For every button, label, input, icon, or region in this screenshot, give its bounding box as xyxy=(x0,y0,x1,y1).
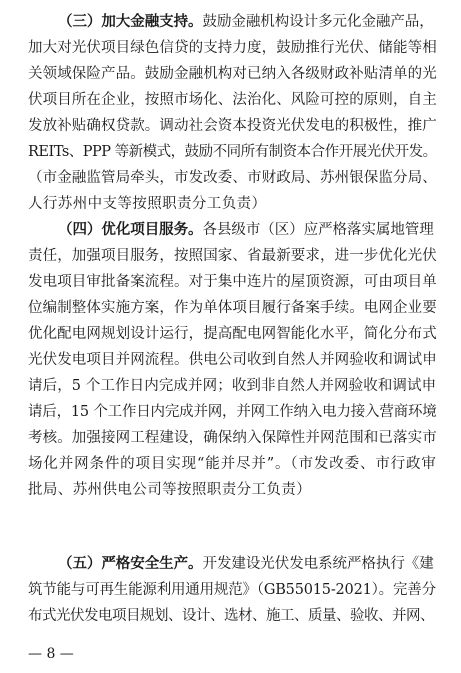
paragraph-1-line-8: 人行苏州中支等按照职责分工负责） xyxy=(28,196,267,212)
paragraph-1-line-2: 加大对光伏项目绿色信贷的支持力度，鼓励推行光伏、储能等相 xyxy=(28,40,437,56)
paragraph-2-line-4: 位编制整体实施方案，作为单体项目履行备案手续。电网企业要 xyxy=(28,300,437,316)
page-number: — 8 — xyxy=(28,646,74,662)
paragraph-2-line-8: 请后，15 个工作日内完成并网，并网工作纳入电力接入营商环境 xyxy=(28,404,437,420)
paragraph-1-line-7: （市金融监管局牵头，市发改委、市财政局、苏州银保监分局、 xyxy=(28,170,437,186)
paragraph-1-line-4: 伏项目所在企业，按照市场化、法治化、风险可控的原则，自主 xyxy=(28,92,437,108)
paragraph-3-line-3: 布式光伏发电项目规划、设计、选材、施工、质量、验收、并网、 xyxy=(28,608,434,624)
paragraph-2-line-5: 优化配电网规划设计运行，提高配电网智能化水平，简化分布式 xyxy=(28,326,437,342)
paragraph-2-line-11: 批局、苏州供电公司等按照职责分工负责） xyxy=(28,482,312,498)
section-heading-3: （三）加大金融支持。 xyxy=(58,13,203,30)
paragraph-3-line-1: （五）严格安全生产。开发建设光伏发电系统严格执行《建 xyxy=(58,555,434,572)
section-heading-5: （五）严格安全生产。 xyxy=(58,555,203,572)
paragraph-2-line-2: 责任，加强项目服务，按照国家、省最新要求，进一步优化光伏 xyxy=(28,248,437,264)
paragraph-2-line-9: 考核。加强接网工程建设，确保纳入保障性并网范围和已落实市 xyxy=(28,430,437,446)
paragraph-2-line-7: 请后，5 个工作日内完成并网；收到非自然人并网验收和调试申 xyxy=(28,378,437,394)
section-heading-4: （四）优化项目服务。 xyxy=(58,221,203,238)
paragraph-2-line-1: （四）优化项目服务。各县级市（区）应严格落实属地管理 xyxy=(58,221,434,238)
paragraph-1-line-3: 关领域保险产品。鼓励金融机构对已纳入各级财政补贴清单的光 xyxy=(28,66,437,82)
paragraph-3-line-2: 筑节能与可再生能源利用通用规范》（GB55015-2021）。完善分 xyxy=(28,582,436,598)
paragraph-1-line-6: REITs、PPP 等新模式，鼓励不同所有制资本合作开展光伏开发。 xyxy=(28,144,437,160)
paragraph-2-line-6: 光伏发电项目并网流程。供电公司收到自然人并网验收和调试申 xyxy=(28,352,437,368)
paragraph-1-line-5: 发放补贴确权贷款。调动社会资本投资光伏发电的积极性，推广 xyxy=(28,118,437,134)
paragraph-2-line-3: 发电项目审批备案流程。对于集中连片的屋顶资源，可由项目单 xyxy=(28,274,437,290)
paragraph-2-line-10: 场化并网条件的项目实现“能并尽并”。（市发改委、市行政审 xyxy=(28,456,437,472)
paragraph-1-line-1: （三）加大金融支持。鼓励金融机构设计多元化金融产品， xyxy=(58,13,434,30)
